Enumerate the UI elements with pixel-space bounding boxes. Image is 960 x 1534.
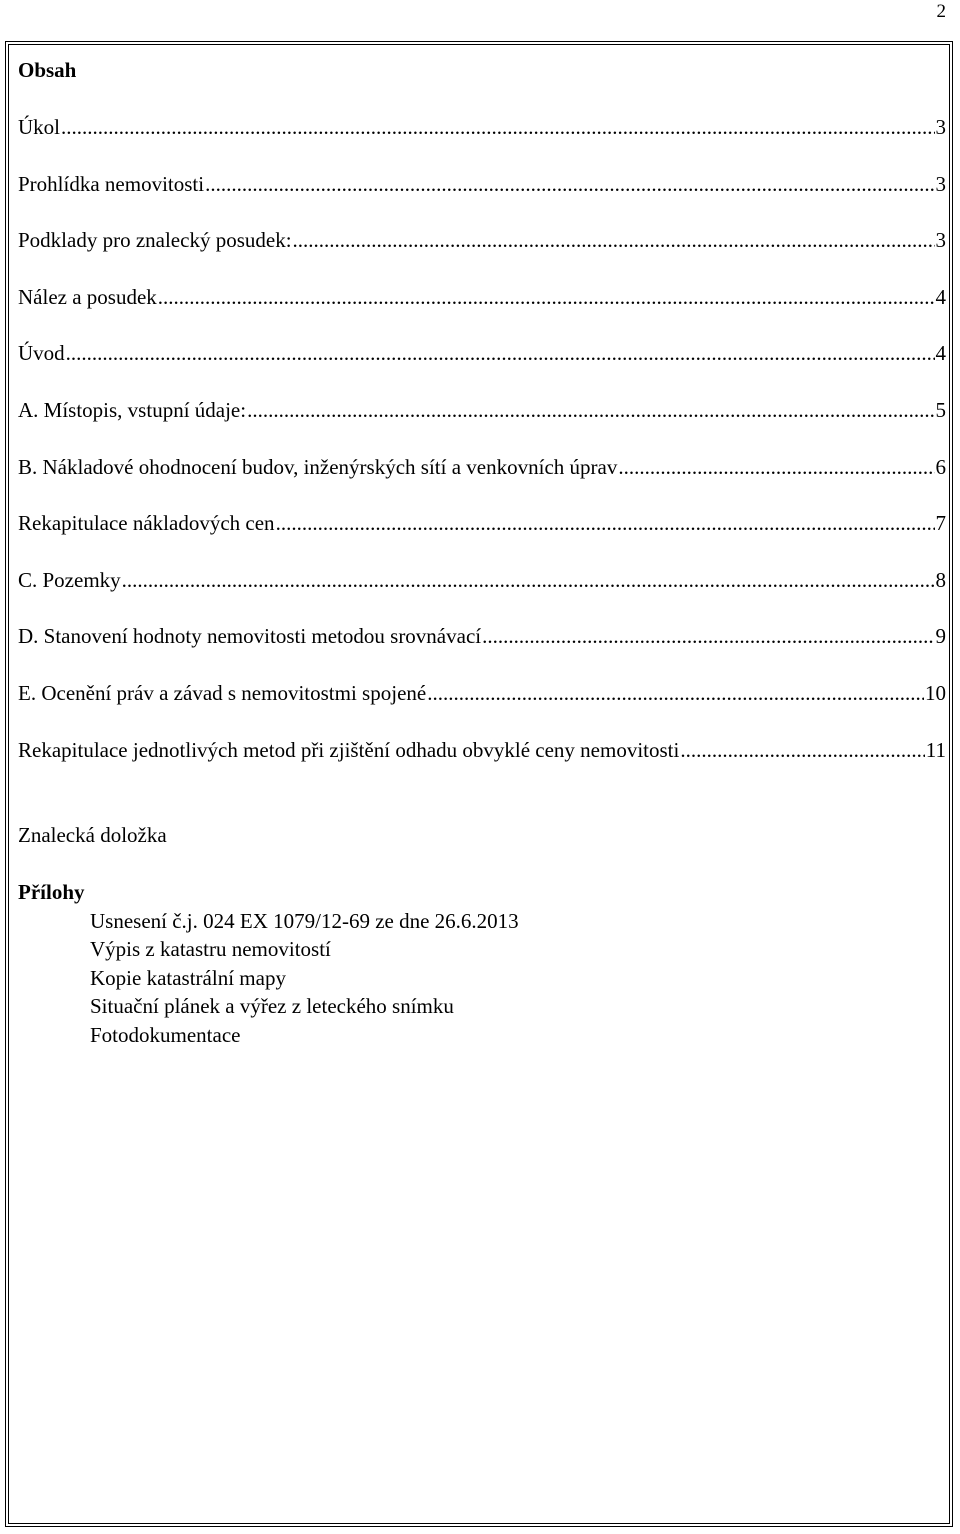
toc-dot-leader — [427, 678, 924, 708]
toc-entry-page: 8 — [935, 567, 946, 592]
toc-dot-leader — [680, 735, 924, 765]
toc-entry-title: D. Stanovení hodnoty nemovitosti metodou srovnávací — [18, 624, 482, 649]
toc-entry-page: 4 — [935, 341, 946, 366]
toc-dot-leader — [205, 169, 934, 199]
toc-entry[interactable] — [18, 112, 946, 142]
toc-entry-page: 6 — [935, 454, 946, 479]
toc-dot-leader — [66, 338, 935, 368]
toc-entry[interactable] — [18, 508, 946, 538]
attachment-item: Výpis z katastru nemovitostí — [90, 937, 331, 962]
toc-entry[interactable] — [18, 678, 946, 708]
toc-entry-title: C. Pozemky — [18, 567, 121, 592]
toc-entry-title: Úkol — [18, 115, 60, 139]
toc-entry[interactable] — [18, 395, 946, 425]
toc-entry[interactable] — [18, 621, 946, 651]
toc-entry-title: Nález a posudek — [18, 284, 157, 309]
toc-entry-page: 9 — [935, 624, 946, 649]
toc-entry[interactable] — [18, 452, 946, 482]
toc-entry-title: E. Ocenění práv a závad s nemovitostmi spojené — [18, 680, 427, 705]
toc-entry-title: Rekapitulace jednotlivých metod při zjištění odhadu obvyklé ceny nemovitosti — [18, 737, 680, 762]
toc-entry-page: 4 — [935, 284, 946, 309]
toc-entry[interactable] — [18, 565, 946, 595]
document-content — [18, 55, 946, 1049]
toc-entry[interactable] — [18, 225, 946, 255]
attachment-item: Usnesení č.j. 024 EX 1079/12-69 ze dne 26.6.2013 — [90, 908, 519, 933]
toc-entry-title: Úvod — [18, 341, 65, 366]
toc-dot-leader — [61, 112, 935, 142]
toc-entry[interactable] — [18, 735, 946, 765]
toc-entry-title: B. Nákladové ohodnocení budov, inženýrských sítí a venkovních úprav — [18, 454, 618, 479]
toc-list — [18, 112, 946, 765]
toc-entry-title: Prohlídka nemovitosti — [18, 171, 205, 196]
toc-entry-page: 10 — [925, 680, 946, 705]
attachment-item: Fotodokumentace — [90, 1022, 241, 1047]
toc-dot-leader — [247, 395, 934, 425]
page-number: 2 — [936, 1, 946, 22]
toc-entry-page: 3 — [935, 171, 946, 196]
toc-entry[interactable] — [18, 282, 946, 312]
toc-dot-leader — [293, 225, 935, 255]
toc-dot-leader — [158, 282, 935, 312]
toc-entry-page: 3 — [935, 115, 946, 139]
expert-clause: Znalecká doložka — [18, 822, 167, 847]
toc-dot-leader — [618, 452, 934, 482]
toc-dot-leader — [482, 621, 934, 651]
toc-entry-title: Podklady pro znalecký posudek: — [18, 228, 292, 253]
toc-entry[interactable] — [18, 169, 946, 199]
toc-entry-page: 5 — [935, 397, 946, 422]
attachment-item: Kopie katastrální mapy — [90, 965, 286, 990]
toc-entry[interactable] — [18, 338, 946, 368]
toc-heading: Obsah — [18, 58, 77, 82]
toc-entry-page: 11 — [925, 737, 946, 762]
attachments-heading: Přílohy — [18, 879, 85, 904]
toc-entry-page: 3 — [935, 228, 946, 253]
toc-entry-title: A. Místopis, vstupní údaje: — [18, 397, 247, 422]
toc-dot-leader — [276, 508, 935, 538]
toc-entry-title: Rekapitulace nákladových cen — [18, 511, 275, 536]
attachment-item: Situační plánek a výřez z leteckého snímku — [90, 994, 454, 1019]
toc-dot-leader — [122, 565, 935, 595]
attachments-list — [18, 907, 946, 1050]
toc-entry-page: 7 — [935, 511, 946, 536]
